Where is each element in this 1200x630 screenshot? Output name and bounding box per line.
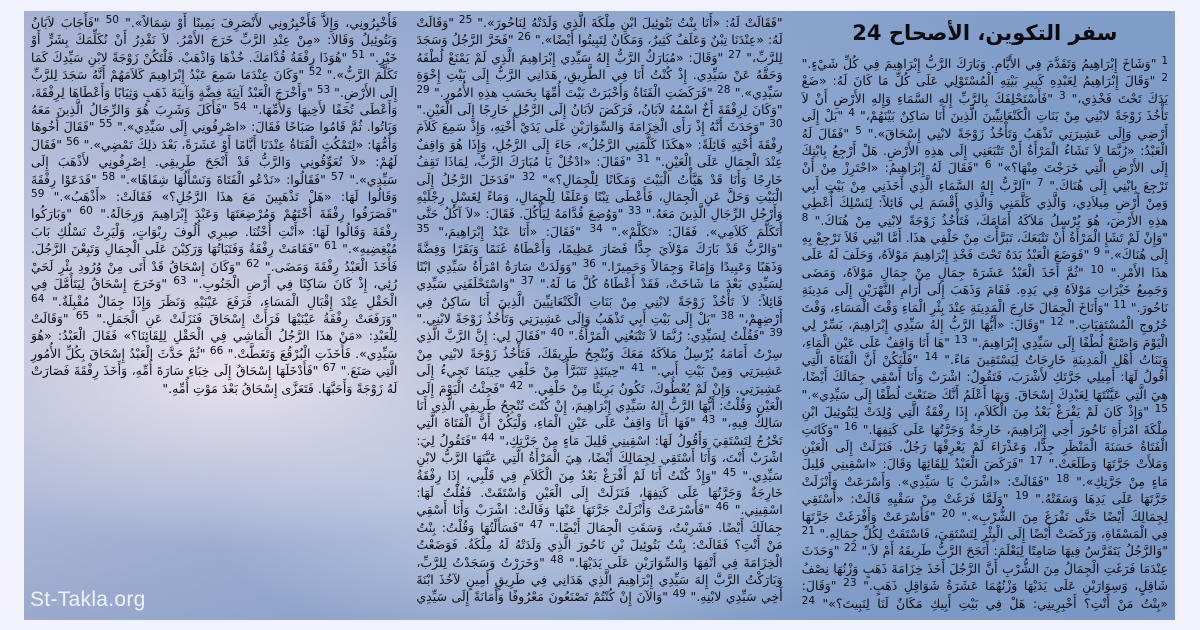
verse-43: $^{43}$ "فَهَا أَنَا وَاقِفٌ عَلَى عَيْنِ الْمَاءِ، وَلْيَكُنْ أَنَّ الْفَتَاةَ الَّتِي تَخْرُجُ لِتَسْتَقِيَ وَأَقُولُ لَهَا: اسْقِينِي قَلِيلَ مَاءٍ مِنْ جَرَّتِكِ،": [416, 414, 783, 448]
verse-number: 11: [1113, 298, 1127, 311]
verse-16: $^{16}$ "وَكَانَتِ الْفَتَاةُ حَسَنَةَ الْمَنْظَرِ جِدًّا، وَعَذْرَاءَ لَمْ يَعْرِفْهَا رَجُلٌ. فَنَزَلَتْ إِلَى الْعَيْنِ وَمَلأَتْ جَرَّتَهَا وَطَلَعَتْ.": [801, 420, 1168, 472]
verse-50: $^{50}$ "فَأَجَابَ لاَبَانُ وَبَتُوئِيلُ وَقَالاَ: «مِنْ عِنْدِ الرَّبِّ خَرَجَ الأَمْرُ. لاَ نَقْدِرُ أَنْ نُكَلِّمَكَ بِشَرٍّ أَوْ خَيْرٍ.": [31, 14, 398, 65]
site-watermark: St-Takla.org: [30, 588, 146, 611]
verse-59: $^{59}$ "فَصَرَفُوا رِفْقَةَ أُخْتَهُمْ وَمُرْضِعَتَهَا وَعَبْدَ إِبْرَاهِيمَ وَرِجَالَهُ.": [31, 188, 398, 222]
verse-number: 36: [582, 257, 596, 270]
verse-number: 31: [636, 153, 651, 166]
verse-24: $^{24}$ "فَقَالَتْ لَهُ: «أَنَا بِنْتُ بَتُوئِيلَ ابْنِ مِلْكَةَ الَّذِي وَلَدَتْهُ لِنَاحُورَ».": [472, 15, 816, 607]
verse-35: $^{35}$ "وَالرَّبُّ قَدْ بَارَكَ مَوْلاَيَ جِدًّا فَصَارَ عَظِيمًا، وَأَعْطَاهُ غَنَمًا وَبَقَرًا وَفِضَّةً وَذَهَبًا وَعَبِيدًا وَإِمَاءً وَجِمَالاً وَحَمِيرًا.": [416, 222, 783, 274]
verse-number: 17: [1029, 455, 1043, 468]
verse-number: 57: [330, 170, 345, 183]
verse-number: 25: [458, 14, 473, 26]
verse-number: 58: [101, 170, 116, 183]
verse-number: 24: [801, 594, 816, 607]
verse-26: $^{26}$ "فَخَرَّ الرَّجُلُ وَسَجَدَ لِلرَّبِّ،": [416, 31, 783, 65]
verse-19: $^{19}$ "وَلَمَّا فَرَغَتْ مِنْ سَقْيِهِ قَالَتْ: «أَسْتَقِي لِجِمَالِكَ أَيْضًا حَتَّى تَفْرَغَ مِنَ الشُّرْبِ».": [801, 490, 1168, 524]
verse-54: $^{54}$ "فَأَكَلَ وَشَرِبَ هُوَ وَالرِّجَالُ الَّذِينَ مَعَهُ وَبَاتُوا. ثُمَّ قَامُوا صَبَاحًا فَقَالَ: «اصْرِفُونِي إِلَى سَيِّدِي».": [31, 101, 398, 135]
verse-number: 23: [843, 577, 857, 590]
verse-9: $^9$ "فَوَضَعَ الْعَبْدُ يَدَهُ تَحْتَ فَخْذِ إِبْرَاهِيمَ مَوْلاَهُ، وَحَلَفَ لَهُ عَلَى هذَا الأَمْرِ.": [801, 246, 1168, 280]
verse-65: $^{65}$ "وَقَالَتْ لِلْعَبْدِ: «مَنْ هذَا الرَّجُلُ الْمَاشِي فِي الْحَقْلِ لِلِقَائِنَا؟» فَقَالَ الْعَبْدُ: «هُوَ سَيِّدِي». فَأَخَذَتِ الْبُرْقُعَ وَتَغَطَّتْ.": [31, 309, 398, 361]
verse-number: 32: [521, 170, 536, 183]
verse-number: 27: [728, 48, 742, 61]
verse-41: $^{41}$ "حِينَئِذٍ تَتَبَرَّأُ مِنْ حَلْفِي حِينَمَا تَجِيءُ إِلَى عَشِيرَتِي. وَإِنْ لَمْ يُعْطُوكَ، تَكُونُ بَرِيئًا مِنْ حَلْفِي.": [416, 362, 783, 396]
verse-number: 6: [984, 159, 992, 172]
verse-12: $^{12}$ "وَقَالَ: «أَيُّهَا الرَّبُّ إِلهُ سَيِّدِي إِبْرَاهِيمَ، يَسِّرْ لِي الْيَوْمَ وَاصْنَعْ لُطْفًا إِلَى سَيِّدِي إِبْرَاهِيمَ.": [801, 316, 1168, 350]
verse-number: 22: [843, 542, 858, 555]
verse-number: 43: [701, 414, 716, 427]
verse-number: 50: [105, 14, 119, 26]
verse-42: $^{42}$ "فَجِئْتُ الْيَوْمَ إِلَى الْعَيْنِ وَقُلْتُ: أَيُّهَا الرَّبُّ إِلهُ سَيِّدِي إِبْرَاهِيمَ، إِنْ كُنْتَ تُنْجِحُ طَرِيقِي الَّذِي أَنَا سَالِكٌ فِيهِ،": [416, 379, 783, 431]
verse-45: $^{45}$ "وَإِذْ كُنْتُ أَنَا لَمْ أَفْرَغْ بَعْدُ مِنَ الْكَلاَمِ فِي قَلْبِي، إِذَا رِفْقَةُ خَارِجَةٌ وَجَرَّتُهَا عَلَى كَتِفِهَا، فَنَزَلَتْ إِلَى الْعَيْنِ وَاسْتَقَتْ. فَقُلْتُ لَهَا: اسْقِينِي.": [416, 466, 783, 518]
verse-number: 65: [75, 309, 90, 322]
verse-53: $^{53}$ "وَأَخْرَجَ الْعَبْدُ آنِيَةَ فِضَّةٍ وَآنِيَةَ ذَهَبٍ وَثِيَابًا وَأَعْطَاهَا لِرِفْقَةَ، وَأَعْطَى تُحَفًا لأَخِيهَا وَلأُمِّهَا.": [31, 83, 398, 118]
verse-number: 38: [720, 309, 735, 322]
verse-17: $^{17}$ "فَرَكَضَ الْعَبْدُ لِلِقَائِهَا وَقَالَ: «اسْقِينِي قَلِيلَ مَاءٍ مِنْ جَرَّتِكِ».": [801, 455, 1168, 489]
verse-number: 20: [941, 507, 956, 520]
verse-number: 59: [31, 188, 45, 201]
verse-number: 12: [1050, 316, 1064, 329]
verse-32: $^{32}$ "فَدَخَلَ الرَّجُلُ إِلَى الْبَيْتِ وَحَلَّ عَنِ الْجِمَالِ، فَأَعْطَى تِبْنًا وَعَلَفًا لِلْجِمَالِ، وَمَاءً لِغَسْلِ رِجْلَيْهِ وَأَرْجُلِ الرِّجَالِ الَّذِينَ مَعَهُ.": [416, 170, 783, 222]
verse-number: 1: [1161, 55, 1168, 67]
verse-1: $^1$ "وَشَاخَ إِبْرَاهِيمُ وَتَقَدَّمَ فِي الأَيَّامِ. وَبَارَكَ الرَّبُّ إِبْرَاهِيمَ فِي كُلِّ شَيْءٍ.": [801, 55, 1168, 71]
verse-number: 3: [1059, 89, 1066, 102]
verse-number: 67: [322, 362, 337, 375]
verse-66: $^{66}$ "ثُمَّ حَدَّثَ الْعَبْدُ إِسْحَاقَ بِكُلِّ الأُمُورِ الَّتِي صَنَعَ.": [31, 344, 398, 379]
verse-37: $^{37}$ "وَاسْتَحْلَفَنِي سَيِّدِي قَائِلاً: لاَ تَأْخُذْ زَوْجَةً لابْنِي مِنْ بَنَاتِ الْكَنْعَانِيِّينَ الَّذِينَ أَنَا سَاكِنٌ فِي أَرْضِهِمْ،": [416, 275, 783, 326]
verse-number: 33: [627, 205, 642, 218]
verse-number: 2: [1161, 72, 1168, 85]
verse-number: 63: [173, 275, 187, 288]
verse-number: 4: [848, 107, 855, 120]
verse-62: $^{62}$ "وَكَانَ إِسْحَاقُ قَدْ أَتَى مِنْ وُرُودِ بِئْرِ لَحَيْ رُئِي، إِذْ كَانَ سَاكِنًا فِي أَرْضِ الْجَنُوبِ.": [31, 257, 398, 292]
verse-number: 13: [954, 333, 968, 346]
verse-number: 26: [517, 31, 531, 44]
verse-10: $^{10}$ "ثُمَّ أَخَذَ الْعَبْدُ عَشَرَةَ جِمَالٍ مِنْ جِمَالِ مَوْلاَهُ، وَمَضَى وَجَمِيعُ خَيْرَاتِ مَوْلاَهُ فِي يَدِهِ. فَقَامَ وَذَهَبَ إِلَى أَرَامِ النَّهْرَيْنِ إِلَى مَدِينَةِ نَاحُورَ.": [801, 263, 1168, 315]
verse-27: $^{27}$ "وَقَالَ: «مُبَارَكٌ الرَّبُّ إِلهُ سَيِّدِي إِبْرَاهِيمَ الَّذِي لَمْ يَمْنَعْ لُطْفَهُ وَحَقَّهُ عَنْ سَيِّدِي. إِذْ كُنْتُ أَنَا فِي الطَّرِيقِ، هَدَانِي الرَّبُّ إِلَى بَيْتِ إِخْوَةِ سَيِّدِي».": [416, 48, 783, 100]
verse-60: $^{60}$ "وَبَارَكُوا رِفْقَةَ وَقَالُوا لَهَا: «أَنْتِ أُخْتُنَا. صِيرِي أُلُوفَ رِبْوَاتٍ، وَلْيَرِثْ نَسْلُكِ بَابَ مُبْغِضِيهِ».": [31, 205, 398, 257]
verse-number: 56: [66, 135, 80, 148]
verse-51: $^{51}$ "هُوَذَا رِفْقَةُ قُدَّامَكَ. خُذْهَا وَاذْهَبْ. فَلْتَكُنْ زَوْجَةً لابْنِ سَيِّدِكَ كَمَا تَكَلَّمَ الرَّبُّ».": [31, 48, 398, 83]
verse-28: $^{28}$ "فَرَكَضَتِ الْفَتَاةُ وَأَخْبَرَتْ بَيْتَ أُمِّهَا بِحَسَبِ هذِهِ الأُمُورِ.": [429, 83, 731, 100]
verse-number: 40: [550, 327, 564, 340]
verse-number: 16: [844, 420, 858, 433]
verse-number: 45: [722, 466, 737, 479]
verse-13: $^{13}$ "هَا أَنَا وَاقِفٌ عَلَى عَيْنِ الْمَاءِ، وَبَنَاتُ أَهْلِ الْمَدِينَةِ خَارِجَاتٌ لِيَسْتَقِينَ مَاءً.": [801, 333, 1168, 367]
verse-25: $^{25}$ "وَقَالَتْ لَهُ: «عِنْدَنَا تِبْنٌ وَعَلَفٌ كَثِيرٌ، وَمَكَانٌ لِتَبِيتُوا أَيْضًا».": [416, 14, 783, 48]
verse-39: $^{39}$ "فَقُلْتُ لِسَيِّدِي: رُبَّمَا لاَ تَتْبَعُنِي الْمَرْأَةُ.": [563, 327, 783, 344]
verse-number: 48: [550, 553, 564, 566]
verse-56: $^{56}$ "فَقَالَ لَهُمْ: «لاَ تُعَوِّقُونِي وَالرَّبُّ قَدْ أَنْجَحَ طَرِيقِي. اِصْرِفُونِي لأَذْهَبَ إِلَى سَيِّدِي».": [31, 135, 398, 187]
verse-number: 64: [31, 292, 45, 305]
verse-number: 14: [924, 350, 938, 363]
verse-20: $^{20}$ "فَأَسْرَعَتْ وَأَفْرَغَتْ جَرَّتَهَا فِي الْمَسْقَاةِ، وَرَكَضَتْ أَيْضًا إِلَى الْبِئْرِ لِتَسْتَقِيَ، فَاسْتَقَتْ لِكُلِّ جِمَالِهِ.": [801, 507, 1168, 541]
verse-36: $^{36}$ "وَوَلَدَتْ سَارَةُ امْرَأَةُ سَيِّدِي ابْنًا لِسَيِّدِي بَعْدَ مَا شَاخَتْ، فَقَدْ أَعْطَاهُ كُلَّ مَا لَهُ.": [416, 257, 783, 292]
verse-number: 19: [1015, 490, 1029, 503]
verse-number: 66: [209, 344, 224, 357]
verse-67: $^{67}$ "فَأَدْخَلَهَا إِسْحَاقُ إِلَى خِبَاءِ سَارَةَ أُمِّهِ، وَأَخَذَ رِفْقَةَ فَصَارَتْ لَهُ زَوْجَةً وَأَحَبَّهَا. فَتَعَزَّى إِسْحَاقُ بَعْدَ مَوْتِ أُمِّهِ.": [31, 362, 398, 396]
verse-15: $^{15}$ "وَإِذْ كَانَ لَمْ يَفْرَغْ بَعْدُ مِنَ الْكَلاَمِ، إِذَا رِفْقَةُ الَّتِي وُلِدَتْ لِبَتُوئِيلَ ابْنِ مِلْكَةَ امْرَأَةِ نَاحُورَ أَخِي إِبْرَاهِيمَ، خَارِجَةٌ وَجَرَّتُهَا عَلَى كَتِفِهَا.": [801, 403, 1168, 437]
verse-number: 7: [1036, 176, 1044, 189]
verse-55: $^{55}$ "فَقَالَ أَخُوهَا وَأُمُّهَا: «لِتَمْكُثِ الْفَتَاةُ عِنْدَنَا أَيَّامًا أَوْ عَشَرَةً، بَعْدَ ذلِكَ تَمْضِي».": [31, 118, 398, 152]
verse-58: $^{58}$ "فَدَعَوْا رِفْقَةَ وَقَالُوا لَهَا: «هَلْ تَذْهَبِينَ مَعَ هذَا الرَّجُلِ؟» فَقَالَتْ: «أَذْهَبُ».": [31, 170, 398, 205]
verse-number: 5: [855, 124, 862, 137]
verse-number: 35: [416, 222, 430, 235]
verse-4: $^4$ "بَلْ إِلَى أَرْضِي وَإِلَى عَشِيرَتِي تَذْهَبُ وَتَأْخُذُ زَوْجَةً لابْنِي إِسْحَاقَ».": [801, 107, 1168, 141]
verse-number: 55: [99, 118, 113, 131]
verse-5: $^5$ "فَقَالَ لَهُ الْعَبْدُ: «رُبَّمَا لاَ تَشَاءُ الْمَرْأَةُ أَنْ تَتْبَعَنِي إِلَى هذِهِ الأَرْضِ. هَلْ أَرْجِعُ بِابْنِكَ إِلَى الأَرْضِ الَّتِي خَرَجْتَ مِنْهَا؟»": [801, 124, 1168, 176]
chapter-content: [24, 11, 1175, 620]
verse-number: 42: [509, 379, 524, 392]
verse-number: 41: [631, 362, 645, 375]
verse-number: 34: [589, 222, 603, 235]
verse-47: $^{47}$ "فَسَأَلْتُهَا وَقُلْتُ: بِنْتُ مَنْ أَنْتِ؟ فَقَالَتْ: بِنْتُ بَتُوئِيلَ بْنِ نَاحُورَ الَّذِي وَلَدَتْهُ لَهُ مِلْكَةُ. فَوَضَعْتُ الْخِزَامَةَ فِي أَنْفِهَا وَالسِّوَارَيْنِ عَلَى يَدَيْهَا.": [416, 518, 783, 570]
verse-29: $^{29}$ "وَكَانَ لِرِفْقَةَ أَخٌ اسْمُهُ لاَبَانُ، فَرَكَضَ لاَبَانُ إِلَى الرَّجُلِ خَارِجًا إِلَى الْعَيْنِ.": [416, 83, 783, 118]
verse-2: $^2$ "وَقَالَ إِبْرَاهِيمُ لِعَبْدِهِ كَبِيرِ بَيْتِهِ الْمُسْتَوْلِي عَلَى كُلِّ مَا كَانَ لَهُ: «ضَعْ يَدَكَ تَحْتَ فَخْذِي،": [801, 72, 1168, 106]
verse-63: $^{63}$ "وَخَرَجَ إِسْحَاقُ لِيَتَأَمَّلَ فِي الْحَقْلِ عِنْدَ إِقْبَالِ الْمَسَاءِ، فَرَفَعَ عَيْنَيْهِ وَنَظَرَ وَإِذَا جِمَالٌ مُقْبِلَةٌ.": [31, 275, 398, 309]
verse-57: $^{57}$ "فَقَالُوا: «نَدْعُو الْفَتَاةَ وَنَسْأَلُهَا شِفَاهًا».": [115, 170, 345, 187]
verse-44: $^{44}$ "فَتَقُولُ لِيَ: اشْرَبْ أَنْتَ، وَأَنَا أَسْتَقِي لِجِمَالِكَ أَيْضًا، هِيَ الْمَرْأَةُ الَّتِي عَيَّنَهَا الرَّبُّ لابْنِ سَيِّدِي.": [416, 431, 783, 483]
verse-number: 60: [79, 205, 93, 218]
verse-number: 53: [316, 83, 331, 96]
verse-31: $^{31}$ "فَقَالَ: «ادْخُلْ يَا مُبَارَكَ الرَّبِّ، لِمَاذَا تَقِفُ خَارِجًا وَأَنَا قَدْ هَيَّأْتُ الْبَيْتَ وَمَكَانًا لِلْجِمَالِ؟»": [416, 153, 783, 187]
verse-8: $^8$ "وَإِنْ لَمْ تَشَإِ الْمَرْأَةُ أَنْ تَتْبَعَكَ، تَبَرَّأْتَ مِنْ حَلْفِي هذَا. أَمَّا ابْنِي فَلاَ تَرْجِعْ بِهِ إِلَى هُنَاكَ».": [801, 211, 1168, 263]
verse-7: $^7$ "اَلرَّبُّ إِلهُ السَّمَاءِ الَّذِي أَخَذَنِي مِنْ بَيْتِ أَبِي وَمِنْ أَرْضِ مِيلاَدِي، وَالَّذِي كَلَّمَنِي وَالَّذِي أَقْسَمَ لِي قَائِلاً: لِنَسْلِكَ أُعْطِي هذِهِ الأَرْضَ، هُوَ يُرْسِلُ مَلاَكَهُ أَمَامَكَ، فَتَأْخُذُ زَوْجَةً لابْنِي مِنْ هُنَاكَ.": [801, 176, 1168, 228]
verse-6: $^6$ "فَقَالَ لَهُ إِبْرَاهِيمُ: «احْتَرِزْ مِنْ أَنْ تَرْجِعَ بِابْنِي إِلَى هُنَاكَ.": [801, 159, 1168, 193]
verse-number: 28: [717, 83, 731, 96]
verse-number: 39: [769, 327, 783, 340]
verse-number: 62: [246, 257, 260, 270]
verse-number: 29: [416, 83, 430, 96]
verse-number: 9: [1093, 246, 1101, 259]
verse-30: $^{30}$ "وَحَدَثَ أَنَّهُ إِذْ رَأَى الْخِزَامَةَ وَالسِّوَارَيْنِ عَلَى يَدَيْ أُخْتِهِ، وَإِذْ سَمِعَ كَلاَمَ رِفْقَةَ أُخْتِهِ قَائِلَةً: «هكَذَا كَلَّمَنِي الرَّجُلُ»، جَاءَ إِلَى الرَّجُلِ، وَإِذَا هُوَ وَاقِفٌ عِنْدَ الْجِمَالِ عَلَى الْعَيْنِ.": [416, 118, 783, 170]
verse-number: 51: [351, 48, 365, 61]
verse-33: $^{33}$ "وَوُضِعَ قُدَّامَهُ لِيَأْكُلَ. فَقَالَ: «لاَ آكُلُ حَتَّى أَتَكَلَّمَ كَلاَمِي». فَقَالَ: «تَكَلَّمْ».": [416, 205, 783, 239]
verse-3: $^3$ "فَأَسْتَحْلِفَكَ بِالرَّبِّ إِلهِ السَّمَاءِ وَإِلهِ الأَرْضِ أَنْ لاَ تَأْخُذَ زَوْجَةً لابْنِي مِنْ بَنَاتِ الْكَنْعَانِيِّينَ الَّذِينَ أَنَا سَاكِنٌ بَيْنَهُمْ،": [801, 89, 1169, 124]
verse-46: $^{46}$ "فَأَسْرَعَتْ وَأَنْزَلَتْ جَرَّتَهَا عَنْهَا وَقَالَتْ: اشْرَبْ وَأَنَا أَسْقِي جِمَالَكَ أَيْضًا. فَشَرِبْتُ، وَسَقَتِ الْجِمَالَ أَيْضًا.": [416, 501, 783, 535]
verse-number: 54: [233, 101, 247, 114]
verse-number: 8: [801, 211, 809, 224]
verse-number: 18: [1056, 472, 1070, 485]
chapter-verses: [31, 15, 1168, 611]
verse-52: $^{52}$ "وَكَانَ عِنْدَمَا سَمِعَ عَبْدُ إِبْرَاهِيمَ كَلاَمَهُمْ أَنَّهُ سَجَدَ لِلرَّبِّ إِلَى الأَرْضِ.": [31, 66, 398, 100]
verse-64: $^{64}$ "وَرَفَعَتْ رِفْقَةُ عَيْنَيْهَا فَرَأَتْ إِسْحَاقَ فَنَزَلَتْ عَنِ الْجَمَلِ.": [31, 292, 398, 326]
verse-21: $^{21}$ "وَالرَّجُلُ يَتَفَرَّسُ فِيهَا صَامِتًا لِيَعْلَمَ: أَنَجَحَ الرَّبُّ طَرِيقَهُ أَمْ لاَ.": [801, 524, 1168, 559]
verse-22: $^{22}$ "وَحَدَثَ عِنْدَمَا فَرَغَتِ الْجِمَالُ مِنَ الشُّرْبِ أَنَّ الرَّجُلَ أَخَذَ خِزَامَةَ ذَهَبٍ وَزْنُهَا نِصْفُ شَاقِلٍ، وَسِوَارَيْنِ عَلَى يَدَيْهَا وَزْنُهُمَا عَشَرَةُ شَوَاقِلِ ذَهَبٍ.": [801, 542, 1169, 594]
verse-number: 15: [1154, 403, 1168, 416]
verse-number: 37: [520, 275, 535, 288]
chapter-title: سفر التكوين، الأصحاح 24: [852, 21, 1118, 45]
verse-38: $^{38}$ "بَلْ إِلَى بَيْتِ أَبِي تَذْهَبُ وَإِلَى عَشِيرَتِي وَتَأْخُذُ زَوْجَةً لابْنِي.": [416, 309, 735, 326]
verse-18: $^{18}$ "فَقَالَتْ: «اشْرَبْ يَا سَيِّدِي». وَأَسْرَعَتْ وَأَنْزَلَتْ جَرَّتَهَا عَلَى يَدِهَا وَسَقَتْهُ.": [801, 472, 1168, 507]
verse-number: 52: [308, 66, 323, 79]
verse-number: 47: [529, 518, 544, 531]
verse-number: 61: [324, 240, 338, 253]
verse-number: 49: [672, 588, 686, 601]
verse-40: $^{40}$ "فَقَالَ لِي: إِنَّ الرَّبَّ الَّذِي سِرْتُ أَمَامَهُ يُرْسِلُ مَلاَكَهُ مَعَكَ وَيُنْجِحُ طَرِيقَكَ، فَتَأْخُذُ زَوْجَةً لابْنِي مِنْ عَشِيرَتِي وَمِنْ بَيْتِ أَبِي.": [416, 327, 783, 379]
verse-number: 44: [481, 431, 495, 444]
verse-number: 46: [715, 501, 729, 514]
verse-number: 21: [801, 524, 816, 537]
verse-11: $^{11}$ "وَأَنَاخَ الْجِمَالَ خَارِجَ الْمَدِينَةِ عِنْدَ بِئْرِ الْمَاءِ وَقْتَ الْمَسَاءِ، وَقْتَ خُرُوجِ الْمُسْتَقِيَاتِ.": [801, 298, 1168, 333]
sky-photo-background: [24, 11, 1175, 620]
verse-34: $^{34}$ "فَقَالَ: «أَنَا عَبْدُ إِبْرَاهِيمَ،": [429, 222, 603, 239]
verse-number: 10: [1090, 263, 1104, 276]
verse-number: 30: [769, 118, 783, 131]
verse-23: $^{23}$ "وَقَالَ: «بِنْتُ مَنْ أَنْتِ؟ أَخْبِرِينِي: هَلْ فِي بَيْتِ أَبِيكِ مَكَانٌ لَنَا لِنَبِيتَ؟»": [801, 577, 1168, 611]
verse-61: $^{61}$ "فَقَامَتْ رِفْقَةُ وَفَتَيَاتُهَا وَرَكِبْنَ عَلَى الْجِمَالِ وَتَبِعْنَ الرَّجُلَ. فَأَخَذَ الْعَبْدُ رِفْقَةَ وَمَضَى.": [31, 240, 398, 274]
verse-48: $^{48}$ "وَخَرَرْتُ وَسَجَدْتُ لِلرَّبِّ، وَبَارَكْتُ الرَّبَّ إِلهَ سَيِّدِي إِبْرَاهِيمَ الَّذِي هَدَانِي فِي طَرِيقٍ أَمِينٍ لآخُذَ ابْنَةَ أَخِي سَيِّدِي لابْنِهِ.": [416, 553, 783, 605]
verse-14: $^{14}$ "فَلْيَكُنْ أَنَّ الْفَتَاةَ الَّتِي أَقُولُ لَهَا: أَمِيلِي جَرَّتَكِ لأَشْرَبَ، فَتَقُولُ: اشْرَبْ وَأَنَا أَسْقِي جِمَالَكَ أَيْضًا، هِيَ الَّتِي عَيَّنْتَهَا لِعَبْدِكَ إِسْحَاقَ. وَبِهَا أَعْلَمُ أَنَّكَ صَنَعْتَ لُطْفًا إِلَى سَيِّدِي».": [801, 350, 1168, 402]
verse-49: $^{49}$ "وَالآنَ إِنْ كُنْتُمْ تَصْنَعُونَ مَعْرُوفًا وَأَمَانَةً إِلَى سَيِّدِي فَأَخْبِرُونِي، وَإِلاَّ فَأَخْبِرُونِي لأَنْصَرِفَ يَمِينًا أَوْ شِمَالاً».": [119, 15, 686, 605]
